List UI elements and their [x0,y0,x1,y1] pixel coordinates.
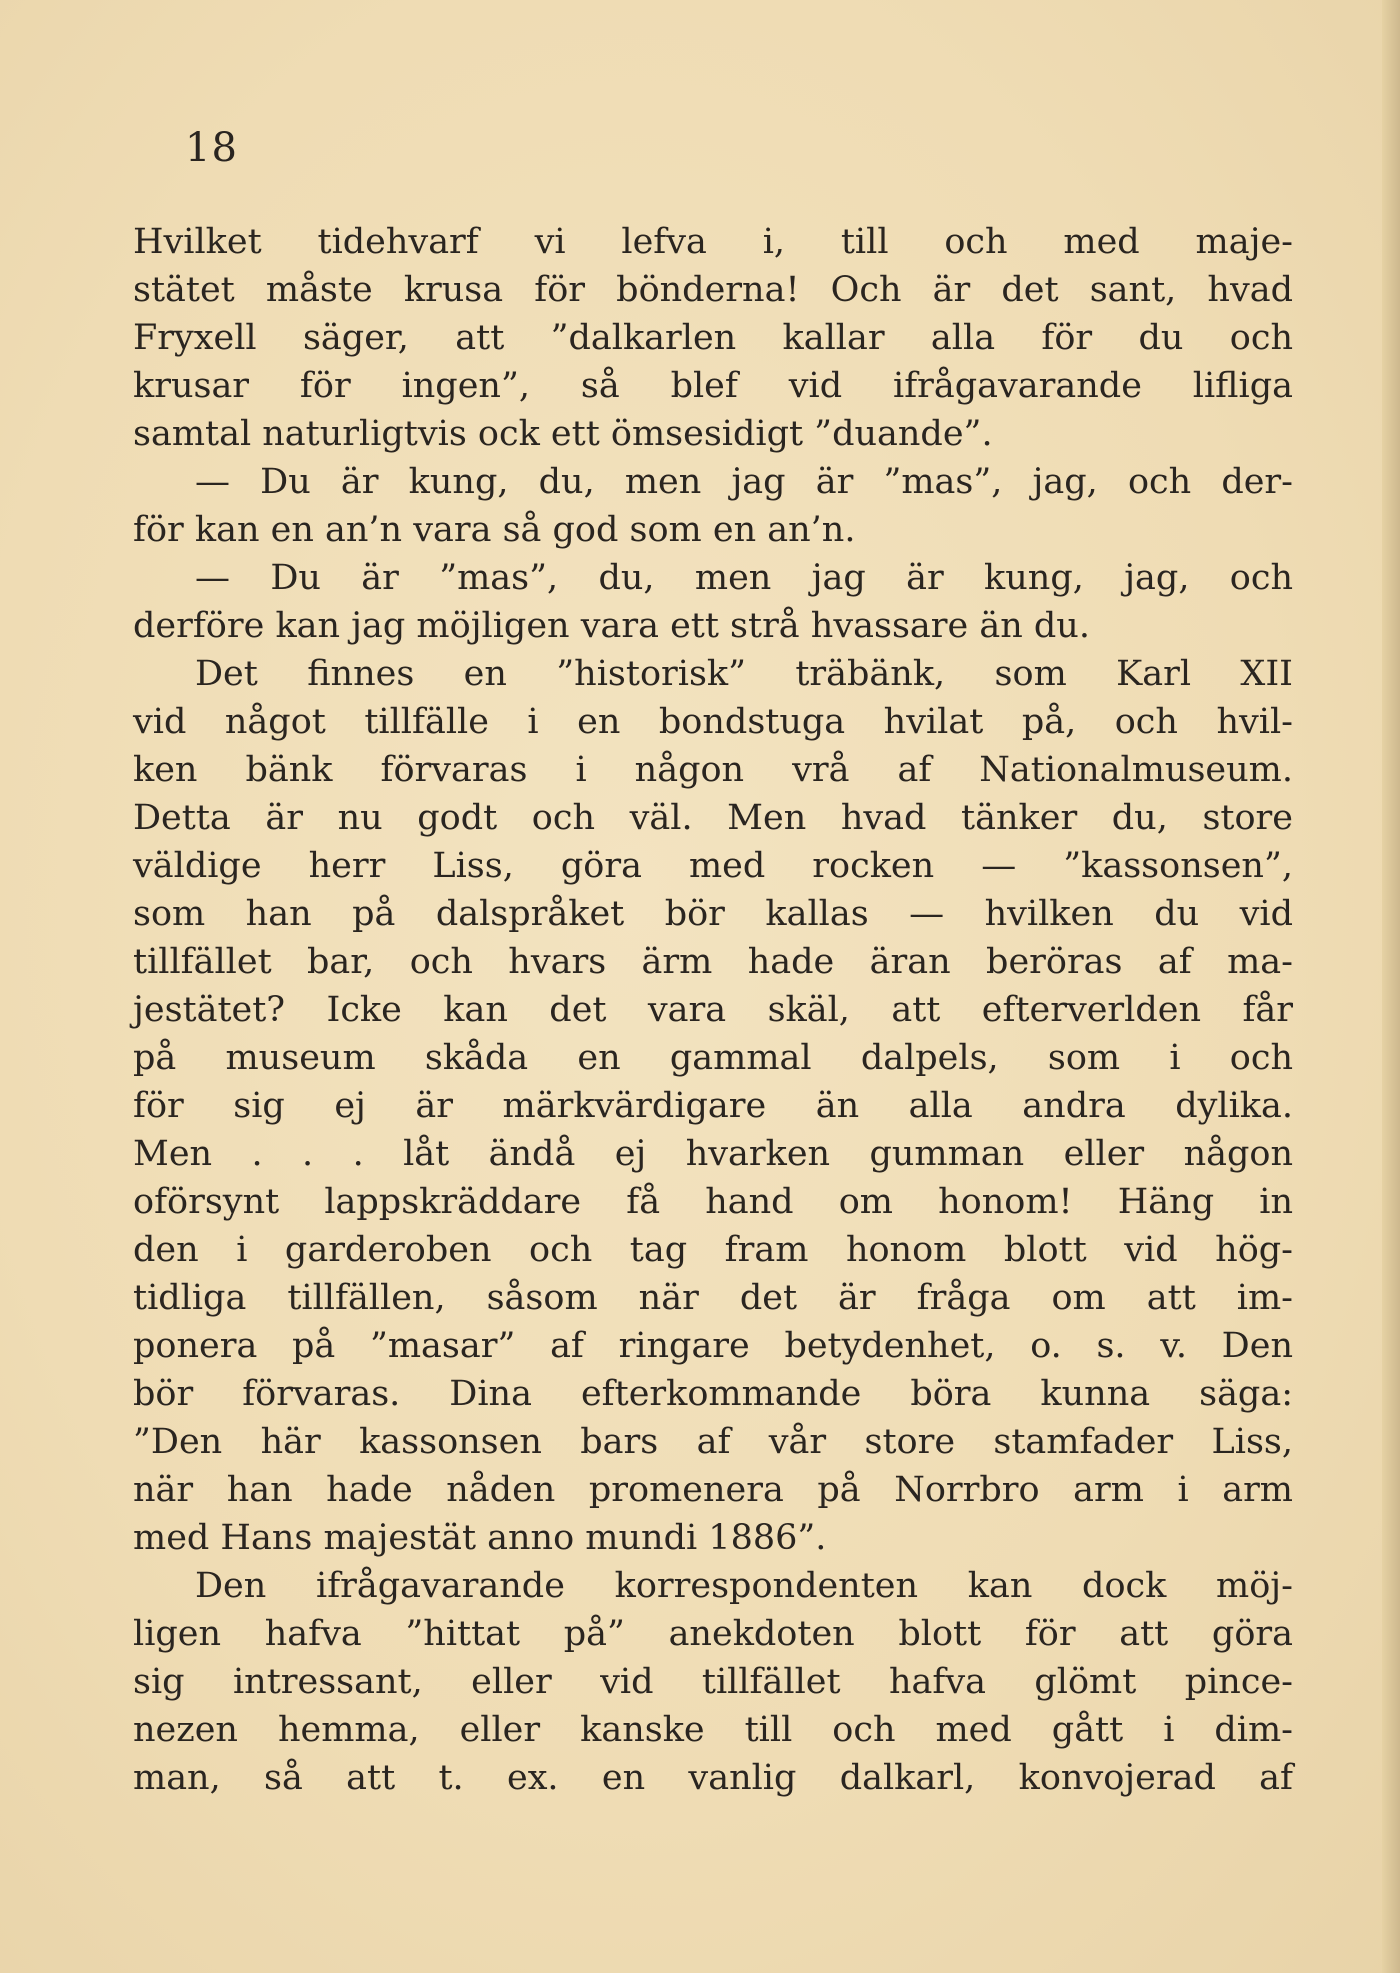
page-edge [1382,0,1400,1973]
text-line: på museum skåda en gammal dalpels, som i och [133,1038,1293,1078]
text-line: jestätet? Icke kan det vara skäl, att efterverlden får [133,990,1293,1030]
text-line: samtal naturligtvis ock ett ömsesidigt ”duande”. [133,414,993,454]
text-line: som han på dalspråket bör kallas — hvilken du vid [133,894,1293,934]
text-line: för kan en an’n vara så god som en an’n. [133,510,856,550]
text-line: Fryxell säger, att ”dalkarlen kallar alla för du och [133,318,1293,358]
text-line: Det finnes en ”historisk” träbänk, som Karl XII [195,654,1293,694]
text-line: väldige herr Liss, göra med rocken — ”kassonsen”, [133,846,1293,886]
text-line: — Du är ”mas”, du, men jag är kung, jag, och [195,558,1293,598]
text-line: när han hade nåden promenera på Norrbro arm i arm [133,1470,1293,1510]
text-line: den i garderoben och tag fram honom blott vid hög- [133,1230,1293,1270]
text-line: man, så att t. ex. en vanlig dalkarl, konvojerad af [133,1758,1293,1798]
text-line: Den ifrågavarande korrespondenten kan dock möj- [195,1566,1293,1606]
text-line: tidliga tillfällen, såsom när det är fråga om att im- [133,1278,1293,1318]
text-line: för sig ej är märkvärdigare än alla andra dylika. [133,1086,1293,1126]
text-line: Men . . . låt ändå ej hvarken gumman eller någon [133,1134,1293,1174]
text-line: vid något tillfälle i en bondstuga hvilat på, och hvil- [133,702,1293,742]
text-line: nezen hemma, eller kanske till och med gått i dim- [133,1710,1293,1750]
text-line: krusar för ingen”, så blef vid ifrågavarande lifliga [133,366,1293,406]
text-line: bör förvaras. Dina efterkommande böra kunna säga: [133,1374,1293,1414]
text-line: ponera på ”masar” af ringare betydenhet, o. s. v. Den [133,1326,1293,1366]
text-line: tillfället bar, och hvars ärm hade äran beröras af ma- [133,942,1293,982]
text-line: med Hans majestät anno mundi 1886”. [133,1518,827,1558]
body-text [133,218,1293,1802]
text-line: derföre kan jag möjligen vara ett strå hvassare än du. [133,606,1090,646]
text-line: ken bänk förvaras i någon vrå af Nationalmuseum. [133,750,1293,790]
text-line: Detta är nu godt och väl. Men hvad tänker du, store [133,798,1293,838]
text-line: ”Den här kassonsen bars af vår store stamfader Liss, [133,1422,1293,1462]
text-line: stätet måste krusa för bönderna! Och är det sant, hvad [133,270,1293,310]
text-line: oförsynt lappskräddare få hand om honom! Häng in [133,1182,1293,1222]
text-line: ligen hafva ”hittat på” anekdoten blott för att göra [133,1614,1293,1654]
text-line: Hvilket tidehvarf vi lefva i, till och med maje- [133,222,1293,262]
text-line: — Du är kung, du, men jag är ”mas”, jag, och der- [195,462,1293,502]
page-number: 18 [185,125,238,171]
text-line: sig intressant, eller vid tillfället hafva glömt pince- [133,1662,1293,1702]
